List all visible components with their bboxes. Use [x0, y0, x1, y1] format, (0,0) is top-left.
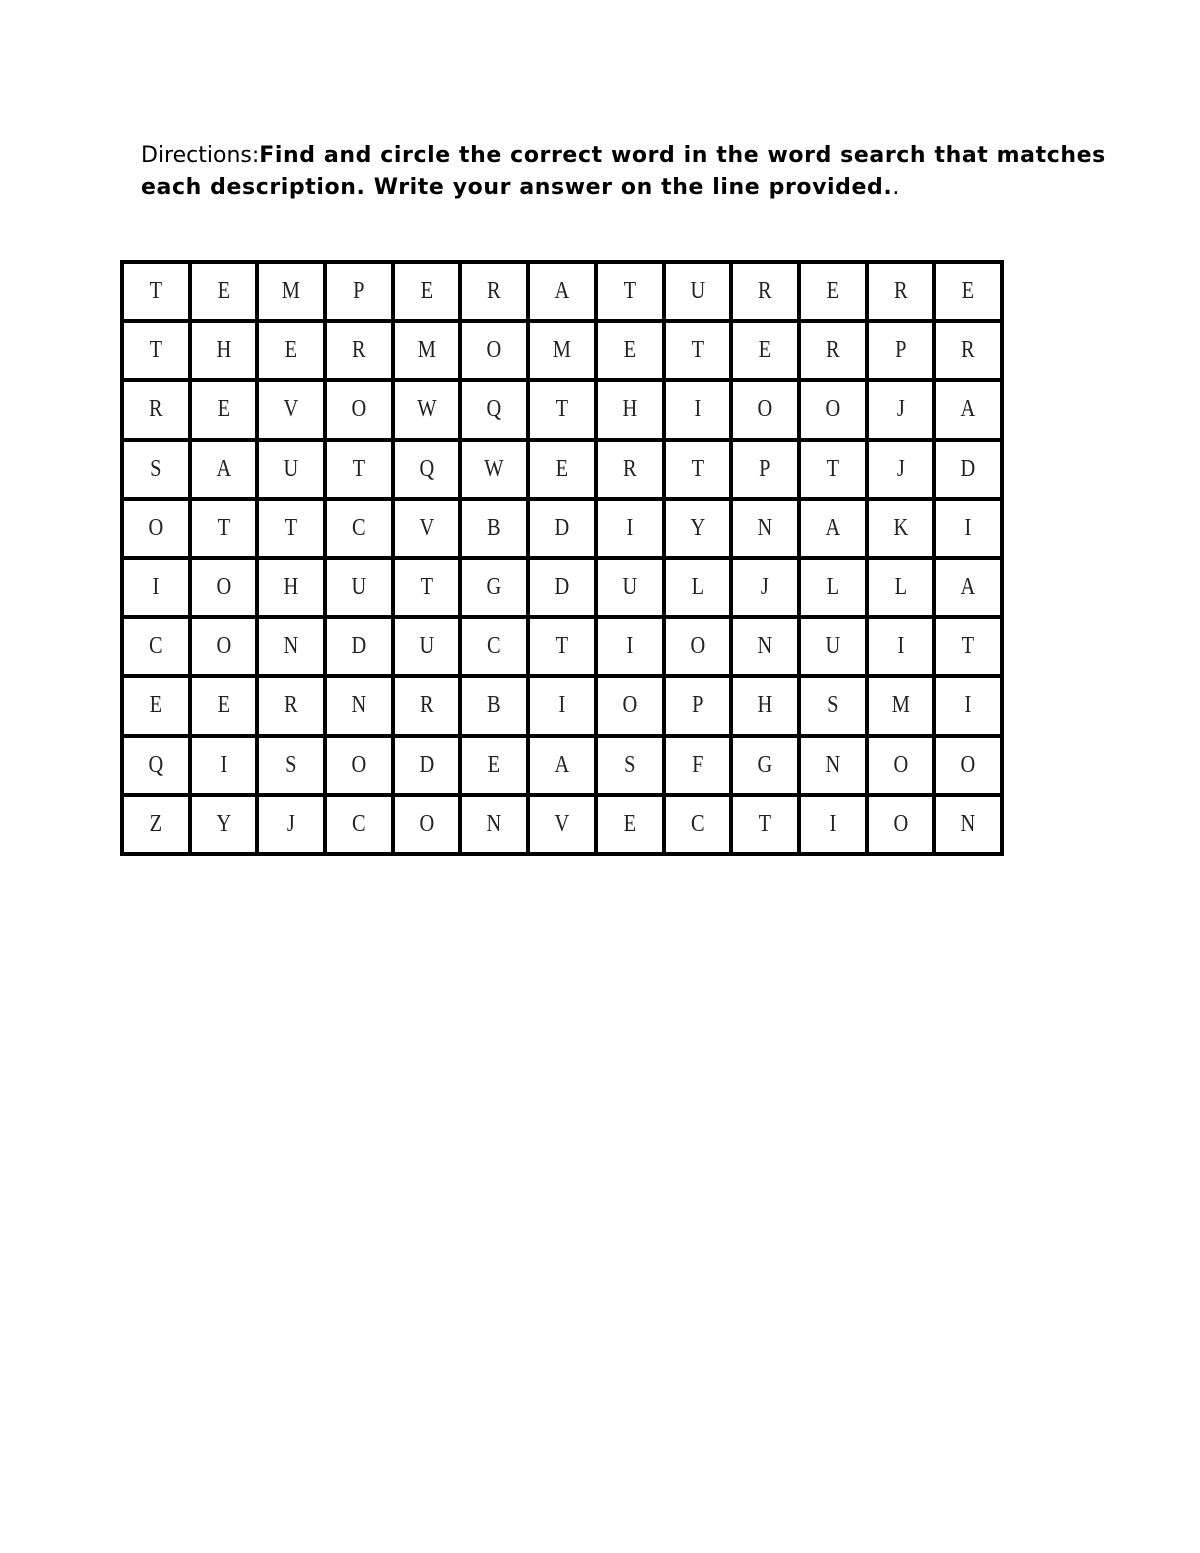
- grid-cell[interactable]: R: [330, 321, 388, 380]
- grid-cell[interactable]: O: [872, 736, 930, 795]
- grid-cell[interactable]: A: [939, 380, 997, 439]
- grid-cell[interactable]: E: [533, 440, 591, 499]
- grid-cell[interactable]: I: [669, 380, 727, 439]
- grid-cell[interactable]: O: [195, 617, 253, 676]
- grid-row: [122, 558, 1002, 617]
- grid-cell[interactable]: B: [466, 499, 524, 558]
- grid-cell[interactable]: J: [262, 795, 320, 854]
- grid-cell[interactable]: O: [736, 380, 794, 439]
- grid-cell[interactable]: O: [398, 795, 456, 854]
- grid-cell[interactable]: I: [601, 499, 659, 558]
- grid-cell[interactable]: E: [601, 795, 659, 854]
- directions-trail: .: [892, 175, 900, 200]
- grid-cell[interactable]: R: [466, 262, 524, 321]
- grid-cell[interactable]: H: [736, 676, 794, 735]
- grid-cell[interactable]: V: [398, 499, 456, 558]
- directions-text: Find and circle the correct word in the word search that matches each description. Write your answer on the line provided.: [141, 143, 1106, 200]
- grid-cell[interactable]: I: [127, 558, 185, 617]
- grid-cell[interactable]: I: [804, 795, 862, 854]
- grid-cell[interactable]: Q: [398, 440, 456, 499]
- grid-cell[interactable]: L: [669, 558, 727, 617]
- grid-cell[interactable]: T: [195, 499, 253, 558]
- grid-cell[interactable]: F: [669, 736, 727, 795]
- grid-cell[interactable]: T: [127, 262, 185, 321]
- grid-cell[interactable]: C: [330, 499, 388, 558]
- grid-cell[interactable]: I: [601, 617, 659, 676]
- grid-cell[interactable]: R: [262, 676, 320, 735]
- grid-cell[interactable]: E: [736, 321, 794, 380]
- grid-cell[interactable]: Q: [127, 736, 185, 795]
- grid-row: [122, 380, 1002, 439]
- grid-cell[interactable]: R: [872, 262, 930, 321]
- grid-cell[interactable]: N: [736, 617, 794, 676]
- grid-cell[interactable]: C: [330, 795, 388, 854]
- grid-cell[interactable]: I: [533, 676, 591, 735]
- grid-cell[interactable]: E: [466, 736, 524, 795]
- grid-cell[interactable]: R: [127, 380, 185, 439]
- grid-cell[interactable]: K: [872, 499, 930, 558]
- grid-cell[interactable]: O: [804, 380, 862, 439]
- grid-cell[interactable]: A: [533, 262, 591, 321]
- grid-cell[interactable]: P: [669, 676, 727, 735]
- grid-cell[interactable]: E: [195, 380, 253, 439]
- grid-cell[interactable]: D: [398, 736, 456, 795]
- grid-cell[interactable]: J: [872, 380, 930, 439]
- grid-cell[interactable]: B: [466, 676, 524, 735]
- grid-cell[interactable]: R: [398, 676, 456, 735]
- grid-cell[interactable]: H: [262, 558, 320, 617]
- grid-cell[interactable]: A: [939, 558, 997, 617]
- grid-cell[interactable]: E: [939, 262, 997, 321]
- grid-cell[interactable]: U: [262, 440, 320, 499]
- grid-cell[interactable]: H: [195, 321, 253, 380]
- grid-cell[interactable]: O: [939, 736, 997, 795]
- grid-cell[interactable]: S: [804, 676, 862, 735]
- grid-cell[interactable]: D: [330, 617, 388, 676]
- grid-cell[interactable]: R: [601, 440, 659, 499]
- grid-cell[interactable]: T: [330, 440, 388, 499]
- grid-cell[interactable]: C: [127, 617, 185, 676]
- grid-row: [122, 321, 1002, 380]
- grid-cell[interactable]: T: [533, 617, 591, 676]
- grid-row: [122, 499, 1002, 558]
- grid-cell[interactable]: Y: [195, 795, 253, 854]
- grid-cell[interactable]: N: [939, 795, 997, 854]
- grid-cell[interactable]: H: [601, 380, 659, 439]
- grid-cell[interactable]: M: [872, 676, 930, 735]
- grid-cell[interactable]: I: [872, 617, 930, 676]
- grid-cell[interactable]: E: [195, 676, 253, 735]
- grid-cell[interactable]: J: [736, 558, 794, 617]
- grid-cell[interactable]: T: [533, 380, 591, 439]
- grid-cell[interactable]: I: [195, 736, 253, 795]
- grid-cell[interactable]: P: [872, 321, 930, 380]
- grid-cell[interactable]: L: [872, 558, 930, 617]
- grid-row: [122, 440, 1002, 499]
- grid-cell[interactable]: R: [736, 262, 794, 321]
- grid-cell[interactable]: E: [601, 321, 659, 380]
- grid-cell[interactable]: S: [601, 736, 659, 795]
- grid-cell[interactable]: S: [262, 736, 320, 795]
- grid-cell[interactable]: U: [330, 558, 388, 617]
- grid-cell[interactable]: V: [262, 380, 320, 439]
- grid-cell[interactable]: Z: [127, 795, 185, 854]
- grid-cell[interactable]: T: [262, 499, 320, 558]
- grid-cell[interactable]: U: [601, 558, 659, 617]
- grid-cell[interactable]: Y: [669, 499, 727, 558]
- grid-cell[interactable]: W: [466, 440, 524, 499]
- grid-cell[interactable]: U: [398, 617, 456, 676]
- grid-cell[interactable]: R: [804, 321, 862, 380]
- grid-cell[interactable]: J: [872, 440, 930, 499]
- grid-cell[interactable]: A: [195, 440, 253, 499]
- grid-cell[interactable]: O: [601, 676, 659, 735]
- grid-cell[interactable]: T: [669, 321, 727, 380]
- grid-cell[interactable]: N: [466, 795, 524, 854]
- grid-cell[interactable]: Q: [466, 380, 524, 439]
- grid-cell[interactable]: O: [127, 499, 185, 558]
- grid-cell[interactable]: P: [736, 440, 794, 499]
- directions-paragraph: [141, 140, 1141, 204]
- grid-cell[interactable]: I: [939, 499, 997, 558]
- grid-cell[interactable]: M: [398, 321, 456, 380]
- grid-cell[interactable]: A: [533, 736, 591, 795]
- grid-cell[interactable]: W: [398, 380, 456, 439]
- grid-cell[interactable]: O: [195, 558, 253, 617]
- grid-cell[interactable]: N: [262, 617, 320, 676]
- grid-row: [122, 795, 1002, 854]
- grid-cell[interactable]: E: [127, 676, 185, 735]
- grid-cell[interactable]: T: [669, 440, 727, 499]
- grid-cell[interactable]: P: [330, 262, 388, 321]
- grid-cell[interactable]: U: [804, 617, 862, 676]
- grid-cell[interactable]: T: [601, 262, 659, 321]
- grid-row: [122, 617, 1002, 676]
- word-search-grid: [120, 260, 1004, 856]
- grid-cell[interactable]: E: [195, 262, 253, 321]
- grid-cell[interactable]: D: [939, 440, 997, 499]
- grid-cell[interactable]: G: [466, 558, 524, 617]
- grid-cell[interactable]: N: [330, 676, 388, 735]
- grid-cell[interactable]: V: [533, 795, 591, 854]
- grid-row: [122, 736, 1002, 795]
- grid-cell[interactable]: M: [533, 321, 591, 380]
- grid-cell[interactable]: T: [804, 440, 862, 499]
- grid-cell[interactable]: T: [127, 321, 185, 380]
- grid-cell[interactable]: R: [939, 321, 997, 380]
- grid-cell[interactable]: E: [804, 262, 862, 321]
- grid-cell[interactable]: C: [669, 795, 727, 854]
- directions-label: Directions:: [141, 143, 260, 168]
- grid-cell[interactable]: N: [804, 736, 862, 795]
- grid-cell[interactable]: D: [533, 499, 591, 558]
- grid-cell[interactable]: E: [262, 321, 320, 380]
- grid-cell[interactable]: G: [736, 736, 794, 795]
- grid-cell[interactable]: T: [736, 795, 794, 854]
- grid-cell[interactable]: N: [736, 499, 794, 558]
- grid-cell[interactable]: L: [804, 558, 862, 617]
- grid-cell[interactable]: O: [669, 617, 727, 676]
- grid-cell[interactable]: C: [466, 617, 524, 676]
- grid-cell[interactable]: M: [262, 262, 320, 321]
- grid-cell[interactable]: I: [939, 676, 997, 735]
- grid-cell[interactable]: O: [872, 795, 930, 854]
- word-search-table: [120, 260, 1004, 856]
- grid-cell[interactable]: D: [533, 558, 591, 617]
- grid-row: [122, 262, 1002, 321]
- grid-cell[interactable]: U: [669, 262, 727, 321]
- grid-cell[interactable]: E: [398, 262, 456, 321]
- grid-cell[interactable]: S: [127, 440, 185, 499]
- grid-cell[interactable]: O: [330, 736, 388, 795]
- grid-cell[interactable]: A: [804, 499, 862, 558]
- grid-row: [122, 676, 1002, 735]
- grid-cell[interactable]: T: [398, 558, 456, 617]
- grid-cell[interactable]: O: [466, 321, 524, 380]
- grid-cell[interactable]: T: [939, 617, 997, 676]
- grid-cell[interactable]: O: [330, 380, 388, 439]
